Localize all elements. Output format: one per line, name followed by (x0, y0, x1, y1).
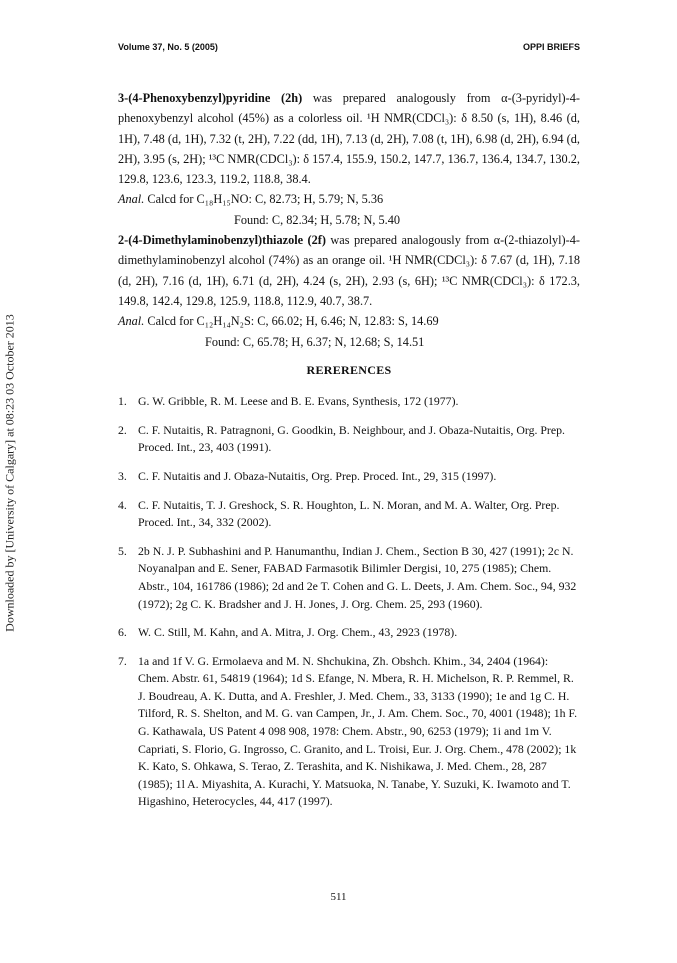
anal-label: Anal. (118, 314, 145, 329)
references-heading: RERERENCES (306, 362, 392, 377)
reference-number: 7. (118, 653, 127, 668)
anal-calcd: Calcd for C₁₈H₁₅NO: C, 82.73; H, 5.79; N, 5.36 (144, 192, 384, 207)
reference-text: 2b N. J. P. Subhashini and P. Hanumanthu, Indian J. Chem., Section B 30, 427 (1991); 2c N. Noyanalpan and E. Sener, FABAD Farmasotik Bilimler Dergisi, 10, 275 (1985); Chem. Abstr., 104, 161786 (1986); 2d and 2e T. Cohen and G. L. Deets, J. Am. Chem. Soc., 94, 932 (1972); 2g C. K. Bradsher and J. H. Jones, J. Org. Chem. 25, 293 (1960). (138, 543, 577, 611)
reference-number: 4. (118, 497, 127, 512)
compound-2h-analysis (118, 189, 580, 209)
reference-item (118, 497, 580, 532)
reference-text: C. F. Nutaitis, T. J. Greshock, S. R. Houghton, L. N. Moran, and M. A. Walter, Org. Prep. Proced. Int., 34, 332 (2002). (138, 497, 560, 530)
reference-text: 1a and 1f V. G. Ermolaeva and M. N. Shchukina, Zh. Obshch. Khim., 34, 2404 (1964): Chem. Abstr. 61, 54819 (1964); 1d S. Efange, N. Mbera, R. H. Michelson, R. P. Remmel, R. J. Boudreau, A. K. Dutta, and A. Freshler, J. Med. Chem., 33, 3133 (1990); 1e and 1g C. H. Tilford, R. S. Shelton, and M. G. van Campen, Jr., J. Am. Chem. Soc., 70, 4001 (1948); 1h F. G. Kathawala, US Patent 4 098 908, 1978: Chem. Abstr., 90, 6253 (1979); 1i and 1m V. Capriati, S. Florio, G. Ingrosso, C. Granito, and L. Troisi, Eur. J. Org. Chem., 478 (2002); 1k K. Kato, S. Ohkawa, S. Terao, Z. Terashita, and K. Nishikawa, J. Med. Chem., 28, 287 (1985); 1l A. Miyashita, A. Kurachi, Y. Matsuoka, N. Tanabe, Y. Suzuki, K. Iwamoto and T. Higashino, Heterocycles, 44, 417 (1997). (138, 653, 578, 809)
compound-2h-name: 3-(4-Phenoxybenzyl)pyridine (2h) (118, 91, 303, 105)
reference-number: 6. (118, 625, 127, 640)
anal-found: Found: C, 82.34; H, 5.78; N, 5.40 (234, 212, 401, 227)
anal-found: Found: C, 65.78; H, 6.37; N, 12.68; S, 14.51 (205, 334, 425, 349)
compound-2f-analysis (118, 311, 580, 331)
reference-item (118, 653, 580, 811)
section-title: OPPI BRIEFS (522, 42, 580, 52)
anal-calcd: Calcd for C₁₂H₁₄N₂S: C, 66.02; H, 6.46; N, 12.83: S, 14.69 (144, 314, 439, 329)
reference-text: C. F. Nutaitis, R. Patragnoni, G. Goodkin, B. Neighbour, and J. Obaza-Nutaitis, Org. Prep. Proced. Int., 23, 403 (1991). (138, 422, 565, 455)
reference-number: 3. (118, 468, 127, 483)
compound-2h-paragraph (118, 88, 580, 189)
reference-number: 1. (118, 394, 127, 409)
article-body (118, 88, 580, 822)
reference-item (118, 422, 580, 457)
reference-item (118, 624, 580, 642)
reference-text: C. F. Nutaitis and J. Obaza-Nutaitis, Org. Prep. Proced. Int., 29, 315 (1997). (138, 468, 497, 483)
reference-number: 5. (118, 543, 127, 558)
compound-2f-name: 2-(4-Dimethylaminobenzyl)thiazole (2f) (118, 233, 326, 248)
reference-text: G. W. Gribble, R. M. Leese and B. E. Evans, Synthesis, 172 (1977). (138, 394, 459, 409)
reference-item (118, 393, 580, 411)
page-number: 511 (330, 891, 347, 903)
download-stamp: Downloaded by [University of Calgary] at 08:23 03 October 2013 (2, 314, 17, 632)
reference-item (118, 468, 580, 486)
anal-label: Anal. (118, 192, 145, 207)
reference-text: W. C. Still, M. Kahn, and A. Mitra, J. Org. Chem., 43, 2923 (1978). (138, 625, 458, 640)
reference-list (118, 393, 580, 811)
reference-number: 2. (118, 422, 127, 437)
journal-volume: Volume 37, No. 5 (2005) (118, 42, 218, 52)
compound-2f-text: was prepared analogously from α-(2-thiazolyl)-4-dimethylaminobenzyl alcohol (74%) as an orange oil. ¹H NMR(CDCl₃): δ 7.67 (d, 1H), 7.18 (d, 2H), 7.16 (d, 1H), 6.71 (d, 2H), 4.24 (s, 2H), 2.93 (s, 6H); ¹³C NMR(CDCl₃): δ 172.3, 149.8, 142.4, 129.8, 125.9, 118.8, 112.9, 40.7, 38.7. (118, 233, 580, 308)
compound-2h-text: was prepared analogously from α-(3-pyridyl)-4-phenoxybenzyl alcohol (45%) as a colorless oil. ¹H NMR(CDCl₃): δ 8.50 (s, 1H), 8.46 (d, 1H), 7.48 (d, 1H), 7.32 (t, 2H), 7.22 (dd, 1H), 7.13 (d, 2H), 7.08 (t, 1H), 6.98 (d, 2H), 6.94 (d, 2H), 3.95 (s, 2H); ¹³C NMR(CDCl₃): δ 157.4, 155.9, 150.2, 147.7, 136.7, 136.4, 134.7, 130.2, 129.8, 123.6, 123.3, 119.2, 118.8, 38.4. (118, 91, 580, 187)
reference-item (118, 543, 580, 613)
compound-2f-paragraph (118, 230, 580, 311)
